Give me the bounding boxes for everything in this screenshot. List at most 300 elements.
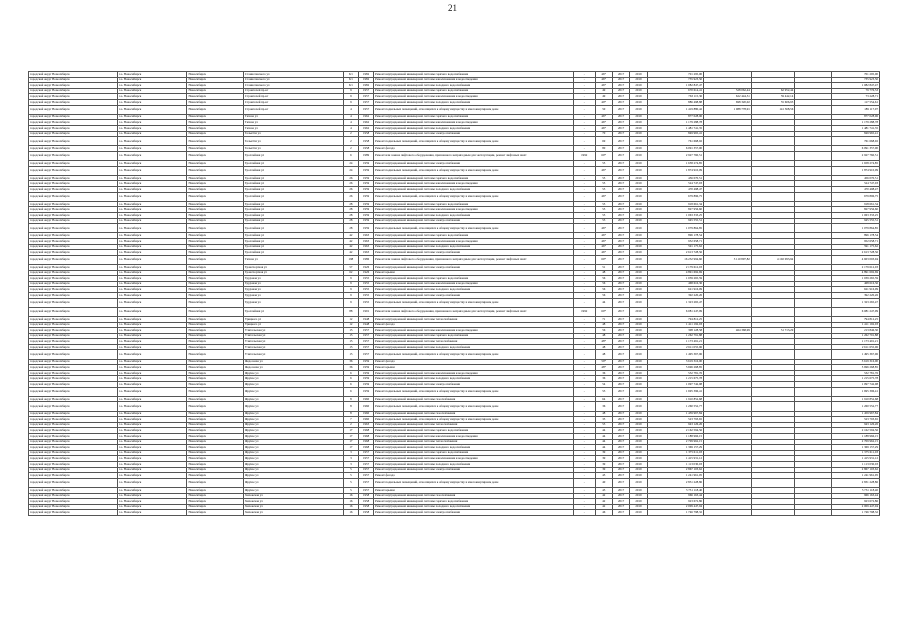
work-type-cell: Ремонт внутридомовой инженерной системы холодного водоснабжения <box>374 187 574 193</box>
end-year-cell: 2019 <box>630 298 647 307</box>
fund-cost-cell <box>704 137 752 146</box>
owners-cost-cell: 392 220,26 <box>832 292 880 298</box>
start-year-cell: 2017 <box>612 316 629 322</box>
total-cost-cell: 896 178,54 <box>647 233 703 239</box>
lift-year-cell: - <box>573 439 595 445</box>
street-cell: Фрунзе ул <box>243 478 343 487</box>
total-cost-cell: 468 616,36 <box>647 281 703 287</box>
wear-percent-cell: 46* <box>595 83 612 89</box>
build-year-cell: 1959 <box>358 382 373 388</box>
municipality-cell: городской округ Новосибирск <box>29 270 118 276</box>
start-year-cell: 2017 <box>612 244 629 250</box>
lift-year-cell: - <box>573 504 595 510</box>
city-okrug-cell: г.о. Новосибирск <box>118 270 187 276</box>
total-cost-cell: 735 923,50 <box>647 77 703 83</box>
start-year-cell: 2017 <box>612 450 629 456</box>
city-okrug-cell: г.о. Новосибирск <box>118 359 187 365</box>
local-budget-cell <box>795 166 832 175</box>
municipality-cell: городской округ Новосибирск <box>29 281 118 287</box>
street-cell: Фрунзе ул <box>243 450 343 456</box>
lift-year-cell: - <box>573 298 595 307</box>
wear-percent-cell: 46* <box>595 233 612 239</box>
street-cell: Фрунзе ул <box>243 456 343 462</box>
owners-cost-cell: 1 411 192,03 <box>832 322 880 328</box>
build-year-cell: 1962 <box>358 114 373 120</box>
start-year-cell: 2017 <box>612 192 629 201</box>
house-number-cell: 15 <box>343 344 358 350</box>
end-year-cell: 2019 <box>630 94 647 100</box>
city-okrug-cell: г.о. Новосибирск <box>118 316 187 322</box>
owners-cost-cell: 1 415 931,12 <box>832 456 880 462</box>
city-okrug-cell: г.о. Новосибирск <box>118 281 187 287</box>
locality-cell: Новосибирск <box>187 187 243 193</box>
street-cell: Трудовая ул <box>243 281 343 287</box>
house-number-cell: 36 <box>343 359 358 365</box>
work-type-cell: Ремонт внутридомовой инженерной системы электроснабжения <box>374 161 574 167</box>
street-cell: Трудовая ул <box>243 276 343 282</box>
build-year-cell: 1957 <box>358 478 373 487</box>
street-cell: Фрунзе ул <box>243 428 343 434</box>
owners-cost-cell: 456 070,51 <box>832 175 880 181</box>
street-cell: Троллейная ул <box>243 233 343 239</box>
build-year-cell: 1948 <box>358 316 373 322</box>
build-year-cell: 1957 <box>358 456 373 462</box>
end-year-cell: 2019 <box>630 201 647 207</box>
municipality-cell: городской округ Новосибирск <box>29 487 118 493</box>
total-cost-cell: 1 695 396,41 <box>647 387 703 396</box>
total-cost-cell: 523 793,65 <box>647 417 703 423</box>
work-type-cell: Ремонт подвальных помещений, относящихся к общему имуществу в многоквартирном доме <box>374 137 574 146</box>
fund-cost-cell <box>704 350 752 359</box>
lift-year-cell: - <box>573 181 595 187</box>
wear-percent-cell: 46* <box>595 166 612 175</box>
start-year-cell: 2017 <box>612 131 629 137</box>
owners-cost-cell: 943 126,26 <box>832 422 880 428</box>
end-year-cell: 2019 <box>630 387 647 396</box>
work-type-cell: Ремонт или замена лифтового оборудования, признанного непригодным для эксплуатации, ремонт лифтовых шахт <box>374 151 574 160</box>
lift-year-cell: - <box>573 376 595 382</box>
locality-cell: Новосибирск <box>187 467 243 473</box>
locality-cell: Новосибирск <box>187 387 243 396</box>
locality-cell: Новосибирск <box>187 105 243 114</box>
build-year-cell: 1959 <box>358 224 373 233</box>
start-year-cell: 2017 <box>612 72 629 78</box>
municipality-cell: городской округ Новосибирск <box>29 105 118 114</box>
start-year-cell: 2017 <box>612 328 629 334</box>
end-year-cell: 2019 <box>630 192 647 201</box>
build-year-cell: 1955 <box>358 281 373 287</box>
house-number-cell: 16 <box>343 504 358 510</box>
locality-cell: Новосибирск <box>187 510 243 516</box>
build-year-cell: 1959 <box>358 166 373 175</box>
house-number-cell: 28 <box>343 224 358 233</box>
end-year-cell: 2019 <box>630 77 647 83</box>
fund-cost-cell <box>704 387 752 396</box>
locality-cell: Новосибирск <box>187 493 243 499</box>
municipality-cell: городской округ Новосибирск <box>29 151 118 160</box>
total-cost-cell: 1 910 852,68 <box>647 396 703 402</box>
total-cost-cell: 670 614,41 <box>647 88 703 94</box>
build-year-cell: 1957 <box>358 461 373 467</box>
fund-cost-cell <box>704 402 752 411</box>
start-year-cell: 2017 <box>612 510 629 516</box>
lift-year-cell: - <box>573 350 595 359</box>
owners-cost-cell: 1 323 265,47 <box>832 298 880 307</box>
locality-cell: Новосибирск <box>187 450 243 456</box>
locality-cell: Новосибирск <box>187 287 243 293</box>
start-year-cell: 2017 <box>612 233 629 239</box>
total-cost-cell: 1 375 611,03 <box>647 450 703 456</box>
start-year-cell: 2017 <box>612 333 629 339</box>
local-budget-cell <box>795 255 832 264</box>
street-cell: Фрунзе ул <box>243 382 343 388</box>
start-year-cell: 2017 <box>612 382 629 388</box>
build-year-cell: 1959 <box>358 192 373 201</box>
owners-cost-cell: 5 696 268,85 <box>832 365 880 371</box>
house-number-cell: 12 <box>343 316 358 322</box>
total-cost-cell: 1 173 491,21 <box>647 339 703 345</box>
budget-cost-cell: 51 713,29 <box>751 328 794 334</box>
start-year-cell: 2017 <box>612 114 629 120</box>
house-number-cell: 42 <box>343 239 358 245</box>
owners-cost-cell: 1 173 491,21 <box>832 339 880 345</box>
street-cell: Станиславского ул <box>243 72 343 78</box>
lift-year-cell: - <box>573 276 595 282</box>
lift-year-cell: - <box>573 370 595 376</box>
city-okrug-cell: г.о. Новосибирск <box>118 105 187 114</box>
city-okrug-cell: г.о. Новосибирск <box>118 370 187 376</box>
street-cell: Хилокская ул <box>243 504 343 510</box>
locality-cell: Новосибирск <box>187 276 243 282</box>
street-cell: Фрунзе ул <box>243 487 343 493</box>
work-type-cell: Ремонт подвальных помещений, относящихся к общему имуществу в многоквартирном доме <box>374 387 574 396</box>
total-cost-cell: 5 731 118,40 <box>647 487 703 493</box>
owners-cost-cell: 945 555,51 <box>832 218 880 224</box>
end-year-cell: 2019 <box>630 487 647 493</box>
end-year-cell: 2019 <box>630 417 647 423</box>
build-year-cell: 1958 <box>358 493 373 499</box>
city-okrug-cell: г.о. Новосибирск <box>118 428 187 434</box>
locality-cell: Новосибирск <box>187 292 243 298</box>
locality-cell: Новосибирск <box>187 402 243 411</box>
total-cost-cell: 591 175,62 <box>647 244 703 250</box>
house-number-cell: 9 <box>343 298 358 307</box>
build-year-cell: 1957 <box>358 88 373 94</box>
start-year-cell: 2017 <box>612 151 629 160</box>
locality-cell: Новосибирск <box>187 218 243 224</box>
wear-percent-cell: 48 <box>595 333 612 339</box>
owners-cost-cell: 1 241 961,05 <box>832 473 880 479</box>
total-cost-cell: 1 481 741,35 <box>647 125 703 131</box>
wear-percent-cell: 51 <box>595 264 612 270</box>
work-type-cell: Ремонт внутридомовой инженерной системы теплоснабжения <box>374 422 574 428</box>
wear-percent-cell: 36 <box>595 402 612 411</box>
total-cost-cell: 1 188 966,15 <box>647 433 703 439</box>
end-year-cell: 2019 <box>630 433 647 439</box>
total-cost-cell: 2 867 103,62 <box>647 467 703 473</box>
build-year-cell: 1962 <box>358 125 373 131</box>
lift-year-cell: - <box>573 239 595 245</box>
owners-cost-cell: 877 028,96 <box>832 114 880 120</box>
municipality-cell: городской округ Новосибирск <box>29 187 118 193</box>
locality-cell: Новосибирск <box>187 473 243 479</box>
work-type-cell: Ремонт внутридомовой инженерной системы газоснабжения <box>374 411 574 417</box>
end-year-cell: 2019 <box>630 161 647 167</box>
build-year-cell: 1989 <box>358 151 373 160</box>
start-year-cell: 2017 <box>612 175 629 181</box>
owners-cost-cell: 621 916,09 <box>832 287 880 293</box>
locality-cell: Новосибирск <box>187 445 243 451</box>
end-year-cell: 2019 <box>630 370 647 376</box>
work-type-cell: Ремонт внутридомовой инженерной системы канализования и водоотведения <box>374 239 574 245</box>
table-row <box>29 105 880 114</box>
municipality-cell: городской округ Новосибирск <box>29 370 118 376</box>
street-cell: Тольятти ул <box>243 146 343 152</box>
wear-percent-cell: 60* <box>595 307 612 316</box>
total-cost-cell: 701 295,00 <box>647 72 703 78</box>
locality-cell: Новосибирск <box>187 161 243 167</box>
work-type-cell: Ремонт внутридомовой инженерной системы холодного водоснабжения <box>374 445 574 451</box>
local-budget-cell <box>795 224 832 233</box>
lift-year-cell: - <box>573 187 595 193</box>
lift-year-cell: - <box>573 72 595 78</box>
work-type-cell: Ремонт фасада <box>374 146 574 152</box>
locality-cell: Новосибирск <box>187 376 243 382</box>
total-cost-cell: 2 611 655,96 <box>647 344 703 350</box>
lift-year-cell: - <box>573 137 595 146</box>
local-budget-cell <box>795 105 832 114</box>
house-number-cell: 28 <box>343 213 358 219</box>
lift-year-cell: - <box>573 510 595 516</box>
house-number-cell: 28 <box>343 201 358 207</box>
lift-year-cell: - <box>573 99 595 105</box>
street-cell: Фрунзе ул <box>243 396 343 402</box>
build-year-cell: 1968 <box>358 428 373 434</box>
build-year-cell: 1957 <box>358 450 373 456</box>
house-number-cell: 8 <box>343 411 358 417</box>
wear-percent-cell: 35 <box>595 417 612 423</box>
street-cell: Хилокская ул <box>243 510 343 516</box>
lift-year-cell: - <box>573 411 595 417</box>
start-year-cell: 2017 <box>612 433 629 439</box>
locality-cell: Новосибирск <box>187 264 243 270</box>
work-type-cell: Ремонт подвальных помещений, относящихся к общему имуществу в многоквартирном доме <box>374 417 574 423</box>
total-cost-cell: 1 215 675,78 <box>647 376 703 382</box>
total-cost-cell: 470 498,47 <box>647 187 703 193</box>
total-cost-cell: 966 163,44 <box>647 493 703 499</box>
lift-year-cell: - <box>573 328 595 334</box>
locality-cell: Новосибирск <box>187 396 243 402</box>
municipality-cell: городской округ Новосибирск <box>29 181 118 187</box>
street-cell: Учительская ул <box>243 339 343 345</box>
build-year-cell: 1957 <box>358 105 373 114</box>
table-row <box>29 298 880 307</box>
city-okrug-cell: г.о. Новосибирск <box>118 322 187 328</box>
municipality-cell: городской округ Новосибирск <box>29 264 118 270</box>
wear-percent-cell: 45 <box>595 473 612 479</box>
start-year-cell: 2017 <box>612 417 629 423</box>
owners-cost-cell: 923 672,86 <box>832 499 880 505</box>
lift-year-cell: - <box>573 344 595 350</box>
locality-cell: Новосибирск <box>187 88 243 94</box>
wear-percent-cell: 44 <box>595 439 612 445</box>
house-number-cell: 5 <box>343 467 358 473</box>
municipality-cell: городской округ Новосибирск <box>29 387 118 396</box>
wear-percent-cell: 60* <box>595 255 612 264</box>
municipality-cell: городской округ Новосибирск <box>29 433 118 439</box>
budget-cost-cell: 55 606,93 <box>751 99 794 105</box>
street-cell: Троллейная ул <box>243 187 343 193</box>
end-year-cell: 2019 <box>630 473 647 479</box>
work-type-cell: Ремонт внутридомовой инженерной системы холодного водоснабжения <box>374 287 574 293</box>
budget-cost-cell: 59 442,14 <box>751 94 794 100</box>
fund-cost-cell <box>704 166 752 175</box>
municipality-cell: городской округ Новосибирск <box>29 213 118 219</box>
owners-cost-cell: 524 747,03 <box>832 181 880 187</box>
start-year-cell: 2017 <box>612 478 629 487</box>
municipality-cell: городской округ Новосибирск <box>29 467 118 473</box>
municipality-cell: городской округ Новосибирск <box>29 350 118 359</box>
build-year-cell: 1959 <box>358 181 373 187</box>
work-type-cell: Ремонт внутридомовой инженерной системы холодного водоснабжения <box>374 83 574 89</box>
street-cell: Троллейная ул <box>243 244 343 250</box>
end-year-cell: 2019 <box>630 213 647 219</box>
municipality-cell: городской округ Новосибирск <box>29 307 118 316</box>
municipality-cell: городской округ Новосибирск <box>29 333 118 339</box>
locality-cell: Новосибирск <box>187 233 243 239</box>
owners-cost-cell: 827 956,60 <box>832 207 880 213</box>
municipality-cell: городской округ Новосибирск <box>29 175 118 181</box>
city-okrug-cell: г.о. Новосибирск <box>118 365 187 371</box>
city-okrug-cell: г.о. Новосибирск <box>118 207 187 213</box>
owners-cost-cell: 918 661,34 <box>832 201 880 207</box>
city-okrug-cell: г.о. Новосибирск <box>118 146 187 152</box>
end-year-cell: 2019 <box>630 478 647 487</box>
municipality-cell: городской округ Новосибирск <box>29 99 118 105</box>
total-cost-cell: 532 781,76 <box>647 370 703 376</box>
build-year-cell: 1957 <box>358 339 373 345</box>
work-type-cell: Ремонт внутридомовой инженерной системы горячего водоснабжения <box>374 450 574 456</box>
fund-cost-cell: 464 368,99 <box>704 328 752 334</box>
wear-percent-cell: 46* <box>595 114 612 120</box>
municipality-cell: городской округ Новосибирск <box>29 239 118 245</box>
work-type-cell: Ремонт внутридомовой инженерной системы электроснабжения <box>374 292 574 298</box>
start-year-cell: 2017 <box>612 504 629 510</box>
lift-year-cell: - <box>573 83 595 89</box>
table-row <box>29 151 880 160</box>
total-cost-cell: 1 658 274,85 <box>647 161 703 167</box>
work-type-cell: Ремонт крыши <box>374 365 574 371</box>
city-okrug-cell: г.о. Новосибирск <box>118 333 187 339</box>
lift-year-cell: - <box>573 255 595 264</box>
city-okrug-cell: г.о. Новосибирск <box>118 376 187 382</box>
locality-cell: Новосибирск <box>187 359 243 365</box>
lift-year-cell: - <box>573 161 595 167</box>
build-year-cell: 1982 <box>358 77 373 83</box>
work-type-cell: Ремонт внутридомовой инженерной системы холодного водоснабжения <box>374 244 574 250</box>
owners-cost-cell: 1 063 333,25 <box>832 213 880 219</box>
build-year-cell: 1960 <box>358 411 373 417</box>
lift-year-cell: - <box>573 428 595 434</box>
work-type-cell: Ремонт внутридомовой инженерной системы канализования и водоотведения <box>374 456 574 462</box>
end-year-cell: 2019 <box>630 339 647 345</box>
city-okrug-cell: г.о. Новосибирск <box>118 181 187 187</box>
wear-percent-cell: 46* <box>595 239 612 245</box>
locality-cell: Новосибирск <box>187 333 243 339</box>
lift-year-cell: 1992 <box>573 151 595 160</box>
total-cost-cell: 4 891 692,69 <box>647 270 703 276</box>
house-number-cell: 6/1 <box>343 77 358 83</box>
owners-cost-cell: 1 039 265,59 <box>832 276 880 282</box>
lift-year-cell: - <box>573 207 595 213</box>
house-number-cell: 42 <box>343 233 358 239</box>
street-cell: Фрунзе ул <box>243 461 343 467</box>
city-okrug-cell: г.о. Новосибирск <box>118 114 187 120</box>
lift-year-cell: - <box>573 422 595 428</box>
house-number-cell: 3 <box>343 456 358 462</box>
table-row <box>29 307 880 316</box>
street-cell: Фрунзе ул <box>243 473 343 479</box>
street-cell: Фрунзе ул <box>243 402 343 411</box>
street-cell: Хилокская ул <box>243 499 343 505</box>
city-okrug-cell: г.о. Новосибирск <box>118 99 187 105</box>
total-cost-cell: 3 619 316,00 <box>647 359 703 365</box>
municipality-cell: городской округ Новосибирск <box>29 218 118 224</box>
house-number-cell: 7 <box>343 417 358 423</box>
lift-year-cell: - <box>573 250 595 256</box>
lift-year-cell: - <box>573 292 595 298</box>
locality-cell: Новосибирск <box>187 94 243 100</box>
owners-cost-cell: 3 619 316,00 <box>832 359 880 365</box>
locality-cell: Новосибирск <box>187 224 243 233</box>
locality-cell: Новосибирск <box>187 114 243 120</box>
build-year-cell: 1982 <box>358 72 373 78</box>
wear-percent-cell: 69 <box>595 137 612 146</box>
work-type-cell: Ремонт подвальных помещений, относящихся к общему имуществу в многоквартирном доме <box>374 166 574 175</box>
work-type-cell: Ремонт внутридомовой инженерной системы электроснабжения <box>374 218 574 224</box>
build-year-cell: 1959 <box>358 359 373 365</box>
end-year-cell: 2019 <box>630 146 647 152</box>
street-cell: Фрунзе ул <box>243 422 343 428</box>
street-cell: Троллейная ул <box>243 250 343 256</box>
end-year-cell: 2019 <box>630 445 647 451</box>
end-year-cell: 2019 <box>630 499 647 505</box>
start-year-cell: 2017 <box>612 213 629 219</box>
house-number-cell: 5 <box>343 473 358 479</box>
work-type-cell: Ремонт внутридомовой инженерной системы канализования и водоотведения <box>374 77 574 83</box>
street-cell: Троллейная ул <box>243 161 343 167</box>
city-okrug-cell: г.о. Новосибирск <box>118 417 187 423</box>
wear-percent-cell: 48 <box>595 411 612 417</box>
start-year-cell: 2017 <box>612 187 629 193</box>
start-year-cell: 2017 <box>612 307 629 316</box>
municipality-cell: городской округ Новосибирск <box>29 450 118 456</box>
end-year-cell: 2019 <box>630 333 647 339</box>
city-okrug-cell: г.о. Новосибирск <box>118 83 187 89</box>
wear-percent-cell: 42 <box>595 493 612 499</box>
municipality-cell: городской округ Новосибирск <box>29 316 118 322</box>
city-okrug-cell: г.о. Новосибирск <box>118 433 187 439</box>
street-cell: Троллейная ул <box>243 213 343 219</box>
owners-cost-cell: 1 082 847,47 <box>832 83 880 89</box>
total-cost-cell: 763 115,36 <box>647 94 703 100</box>
city-okrug-cell: г.о. Новосибирск <box>118 233 187 239</box>
locality-cell: Новосибирск <box>187 131 243 137</box>
owners-cost-cell: 532 781,76 <box>832 370 880 376</box>
end-year-cell: 2019 <box>630 328 647 334</box>
locality-cell: Новосибирск <box>187 422 243 428</box>
budget-cost-cell <box>751 350 794 359</box>
